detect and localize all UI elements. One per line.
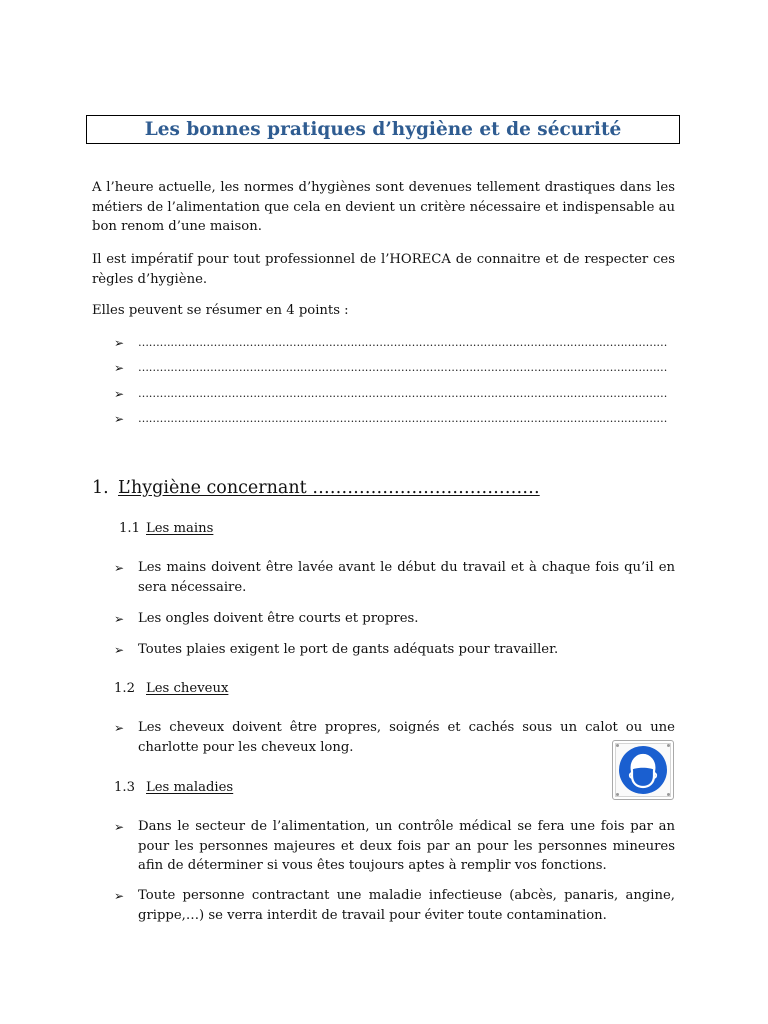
subheading-maladies: [114, 778, 233, 798]
subheading-number: 1.2: [114, 681, 135, 696]
arrow-bullet-icon: ➢: [114, 612, 125, 626]
list-item: [114, 640, 675, 660]
arrow-bullet-icon: ➢: [114, 643, 125, 657]
page-title: Les bonnes pratiques d’hygiène et de sécurité: [144, 119, 622, 140]
list-item-text: Les cheveux doivent être propres, soignés et cachés sous un calot ou une charlotte pour les cheveux long.: [138, 720, 675, 755]
list-item: [114, 817, 675, 876]
arrow-bullet-icon: ➢: [114, 889, 125, 903]
section-label: L’hygiène concernant …………………………………: [118, 478, 540, 498]
blank-point: …………………………………………………………………………………………………………………………………: [138, 387, 668, 400]
list-item: [114, 886, 675, 925]
blank-point: …………………………………………………………………………………………………………………………………: [138, 361, 668, 374]
blank-point-row: [114, 409, 667, 429]
list-item-text: Toutes plaies exigent le port de gants adéquats pour travailler.: [138, 642, 559, 657]
subheading-number: 1.1: [119, 521, 140, 536]
arrow-bullet-icon: ➢: [114, 820, 125, 834]
section-number: 1.: [92, 478, 109, 498]
arrow-bullet-icon: ➢: [114, 336, 125, 350]
list-item: [114, 718, 675, 757]
list-item-text: Dans le secteur de l’alimentation, un contrôle médical se fera une fois par an pour les personnes majeures et deux fois par an pour les personnes mineures afin de déterminer si vous êtes toujours aptes à remplir vos fonctions.: [138, 819, 675, 873]
subheading-label: Les cheveux: [146, 681, 229, 696]
blank-point-row: [114, 384, 667, 404]
blank-point: …………………………………………………………………………………………………………………………………: [138, 412, 668, 425]
list-item: [114, 609, 675, 629]
arrow-bullet-icon: ➢: [114, 561, 125, 575]
intro-paragraph-3: Elles peuvent se résumer en 4 points :: [92, 303, 349, 318]
title-box: [86, 115, 680, 144]
subheading-label: Les maladies: [146, 780, 234, 795]
arrow-bullet-icon: ➢: [114, 721, 125, 735]
list-item-text: Les ongles doivent être courts et propres.: [138, 611, 419, 626]
blank-point: …………………………………………………………………………………………………………………………………: [138, 336, 668, 349]
blank-point-row: [114, 358, 667, 378]
list-item-text: Toute personne contractant une maladie infectieuse (abcès, panaris, angine, grippe,…) se verra interdit de travail pour éviter toute contamination.: [138, 888, 675, 923]
intro-paragraph-2: Il est impératif pour tout professionnel de l’HORECA de connaitre et de respecter ces règles d’hygiène.: [92, 252, 675, 287]
subheading-mains: [119, 519, 213, 539]
list-item-text: Les mains doivent être lavée avant le début du travail et à chaque fois qu’il en sera nécessaire.: [138, 560, 675, 595]
arrow-bullet-icon: ➢: [114, 361, 125, 375]
subheading-number: 1.3: [114, 780, 135, 795]
section-1-heading: [92, 476, 540, 500]
head-cover-mandatory-icon: [613, 741, 673, 799]
arrow-bullet-icon: ➢: [114, 412, 125, 426]
subheading-label: Les mains: [146, 521, 214, 536]
intro-paragraph-1: A l’heure actuelle, les normes d’hygiènes sont devenues tellement drastiques dans les métiers de l’alimentation que cela en devient un critère nécessaire et indispensable au bon renom d’une maison.: [92, 180, 675, 234]
head-cover-sign: [612, 740, 674, 800]
subheading-cheveux: [114, 679, 228, 699]
blank-point-row: [114, 333, 667, 353]
arrow-bullet-icon: ➢: [114, 387, 125, 401]
list-item: [114, 558, 675, 597]
